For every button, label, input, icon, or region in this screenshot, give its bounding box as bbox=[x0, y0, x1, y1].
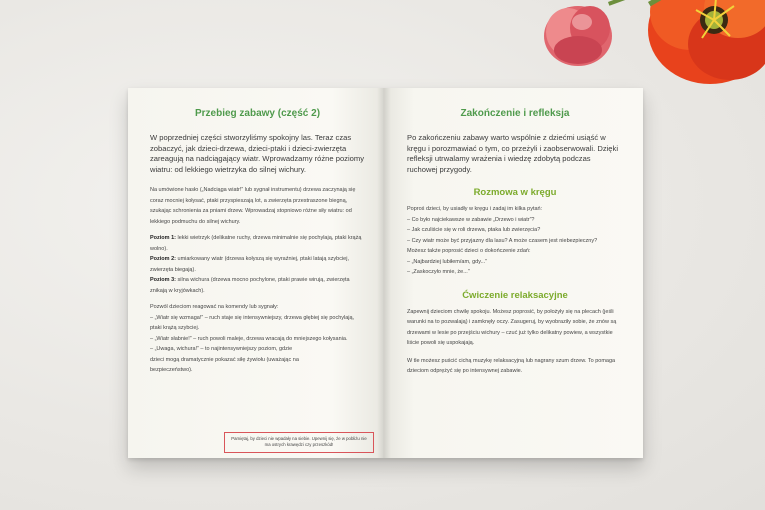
pink-poppy-flower bbox=[538, 0, 628, 72]
book-spine bbox=[377, 88, 391, 458]
wind-level-item bbox=[150, 233, 365, 254]
left-page-title: Przebieg zabawy (część 2) bbox=[194, 108, 321, 119]
wind-level-label: Poziom 2: bbox=[150, 256, 176, 263]
section-title-relaxation: Ćwiczenie relaksacyjne bbox=[462, 289, 568, 301]
commands-intro: Pozwól dzieciom reagować na komendy lub sygnały: bbox=[150, 304, 279, 311]
wind-level-label: Poziom 3: bbox=[150, 277, 176, 284]
wind-signal-paragraph: Na umówione hasło („Nadciąga wiatr!” lub sygnał instrumentu) drzewa zaczynają się coraz mocniej kołysać, ptaki przyspieszają lot, a zwierzęta przestraszone biegną, szukając schronienia za pniami drzew. Wprowadzaj stopniowo różne siły wiatru: od lekkiego podmuchu do silnej wichury. bbox=[150, 187, 356, 225]
circle-talk-line: Możesz także poprosić dzieci o dokończenie zdań: bbox=[407, 248, 531, 255]
wind-level-label: Poziom 1: bbox=[150, 235, 176, 242]
open-booklet bbox=[128, 88, 643, 458]
wind-level-text: silna wichura (drzewa mocno pochylone, ptaki prawie wirują, zwierzęta znikają w kryjówkach). bbox=[150, 277, 350, 294]
circle-talk-line: – „Najbardziej lubiłem/am, gdy...” bbox=[407, 258, 487, 265]
red-poppy-flower bbox=[630, 0, 765, 92]
wind-level-item bbox=[150, 275, 365, 296]
left-page bbox=[128, 88, 383, 458]
wind-level-item bbox=[150, 254, 365, 275]
command-item: – „Wiatr słabnie!” – ruch powoli maleje, drzewa wracają do mniejszego kołysania. bbox=[150, 335, 348, 342]
circle-talk-line: Poproś dzieci, by usiadły w kręgu i zadaj im kilka pytań: bbox=[407, 206, 543, 213]
circle-talk-list bbox=[407, 204, 623, 278]
right-page-title: Zakończenie i refleksja bbox=[460, 108, 570, 119]
circle-talk-line: – Co było najciekawsze w zabawie „Drzewo i wiatr”? bbox=[407, 216, 535, 223]
relaxation-music-paragraph: W tle możesz puścić cichą muzykę relaksacyjną lub nagrany szum drzew. To pomaga dzieciom odprężyć się po intensywnej zabawie. bbox=[407, 357, 616, 375]
right-page bbox=[383, 88, 643, 458]
left-page-lead: W poprzedniej części stworzyliśmy spokojny las. Teraz czas zobaczyć, jak dzieci-drzewa, dzieci-ptaki i dzieci-zwierzęta zareagują na nadciągający wiatr. Wprowadzamy różne poziomy wiatru: od lekkiego wietrzyka do silnej wichury. bbox=[150, 133, 364, 174]
wind-level-text: lekki wietrzyk (delikatne ruchy, drzewa minimalnie się pochylają, ptaki krążą wolno). bbox=[150, 235, 362, 252]
circle-talk-line: – Jak czuliście się w roli drzewa, ptaka lub zwierzęcia? bbox=[407, 227, 541, 234]
wind-level-text: umiarkowany wiatr (drzewa kołyszą się wyraźniej, ptaki latają szybciej, zwierzęta biegają). bbox=[150, 256, 349, 273]
right-page-lead: Po zakończeniu zabawy warto wspólnie z dziećmi usiąść w kręgu i porozmawiać o tym, co przeżyli i zaobserwowali. Dzięki refleksji utrwalamy wrażenia i wiedzę zdobytą podczas ruchowej przygody. bbox=[407, 133, 619, 174]
safety-note-box: Pamiętaj, by dzieci nie wpadały na siebie. Upewnij się, że w pobliżu nie ma ostrych krawędzi czy przeszkód! bbox=[224, 432, 374, 453]
wind-levels-list bbox=[150, 233, 365, 296]
command-item: – „Wiatr się wzmaga!” – ruch staje się intensywniejszy, drzewa głębiej się pochylają, ptaki krążą szybciej. bbox=[150, 314, 355, 332]
circle-talk-line: – Czy wiatr może być przyjazny dla lasu? A może czasem jest niebezpieczny? bbox=[407, 237, 598, 244]
circle-talk-line: – „Zaskoczyło mnie, że...” bbox=[407, 269, 470, 276]
section-title-circle-talk: Rozmowa w kręgu bbox=[473, 187, 557, 199]
command-item: – „Uwaga, wichura!” – to najintensywniejszy poziom, gdzie dzieci mogą dramatycznie pokazać siłę żywiołu (uważając na bezpieczeństwo). bbox=[150, 346, 299, 374]
relaxation-paragraph: Zapewnij dzieciom chwilę spokoju. Możesz poprosić, by położyły się na plecach (jeśli warunki na to pozwalają) i zamknęły oczy. Zasugeruj, by wyobraziły sobie, że znów są drzewami w lesie po przejściu wichury – czuć już tylko delikatny powiew, a wszystkie liście powoli się uspokajają. bbox=[407, 308, 617, 347]
